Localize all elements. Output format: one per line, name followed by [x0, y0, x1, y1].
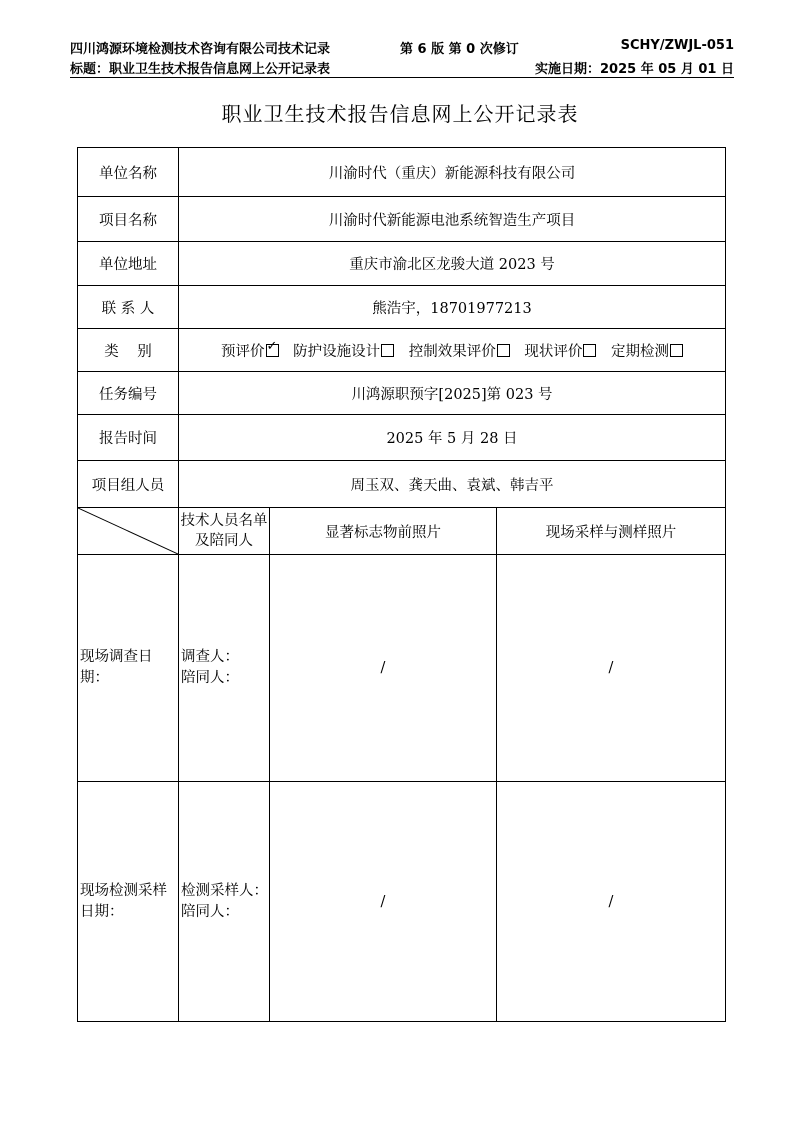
detection-landmark-photo: / [270, 782, 497, 1022]
task-no-label: 任务编号 [78, 372, 179, 415]
col-staff-header: 技术人员名单及陪同人 [179, 508, 270, 555]
photo-table-header [78, 508, 726, 555]
project-name-value: 川渝时代新能源电池系统智造生产项目 [179, 197, 726, 242]
detection-staff-label: 检测采样人： [181, 882, 268, 899]
row-survey [78, 555, 726, 782]
survey-landmark-photo: / [270, 555, 497, 782]
doc-code: SCHY/ZWJL-051 [620, 38, 734, 53]
diagonal-header-cell [78, 508, 179, 555]
row-detection [78, 782, 726, 1022]
category-option-pre-evaluation[interactable]: 预评价✓ [221, 344, 279, 360]
checkbox-empty-icon[interactable] [670, 344, 683, 357]
record-table [77, 147, 726, 1022]
effective-date: 实施日期：2025 年 05 月 01 日 [535, 62, 734, 77]
checkbox-checked-icon[interactable] [266, 344, 279, 357]
detection-sampling-photo: / [497, 782, 726, 1022]
survey-sampling-photo: / [497, 555, 726, 782]
category-options [179, 329, 726, 372]
detection-staff-cell [179, 782, 270, 1022]
row-address [78, 242, 726, 286]
col-landmark-header: 显著标志物前照片 [270, 508, 497, 555]
report-time-value: 2025 年 5 月 28 日 [179, 415, 726, 461]
team-value: 周玉双、龚天曲、袁斌、韩吉平 [179, 461, 726, 508]
task-no-value: 川鸿源职预字[2025]第 023 号 [179, 372, 726, 415]
category-option-status-evaluation[interactable]: 现状评价 [524, 344, 596, 360]
survey-date-label: 现场调查日期： [78, 555, 179, 782]
version-label: 第 6 版 第 0 次修订 [400, 42, 519, 57]
row-team [78, 461, 726, 508]
detection-date-label: 现场检测采样日期： [78, 782, 179, 1022]
category-option-control-effect[interactable]: 控制效果评价 [409, 344, 510, 360]
project-name-label: 项目名称 [78, 197, 179, 242]
row-category [78, 329, 726, 372]
category-option-protection-design[interactable]: 防护设施设计 [293, 344, 394, 360]
header-rule [70, 77, 734, 78]
row-contact [78, 286, 726, 329]
address-value: 重庆市渝北区龙骏大道 2023 号 [179, 242, 726, 286]
row-project-name [78, 197, 726, 242]
survey-staff-cell [179, 555, 270, 782]
category-option-periodic-detection[interactable]: 定期检测 [611, 344, 683, 360]
contact-label: 联 系 人 [78, 286, 179, 329]
survey-staff-label: 调查人： [181, 649, 239, 665]
team-label: 项目组人员 [78, 461, 179, 508]
row-unit-name [78, 148, 726, 197]
checkbox-empty-icon[interactable] [583, 344, 596, 357]
unit-name-value: 川渝时代（重庆）新能源科技有限公司 [179, 148, 726, 197]
survey-escort-label: 陪同人： [181, 670, 239, 686]
diagonal-line [78, 508, 178, 554]
checkbox-empty-icon[interactable] [497, 344, 510, 357]
category-label: 类 别 [78, 329, 179, 372]
company-record-title: 四川鸿源环境检测技术咨询有限公司技术记录 [70, 42, 331, 57]
address-label: 单位地址 [78, 242, 179, 286]
contact-value: 熊浩宇，18701977213 [179, 286, 726, 329]
row-report-time [78, 415, 726, 461]
row-task-no [78, 372, 726, 415]
report-time-label: 报告时间 [78, 415, 179, 461]
col-sampling-header: 现场采样与测样照片 [497, 508, 726, 555]
subject-line: 标题：职业卫生技术报告信息网上公开记录表 [70, 62, 331, 77]
checkbox-empty-icon[interactable] [381, 344, 394, 357]
unit-name-label: 单位名称 [78, 148, 179, 197]
detection-escort-label: 陪同人： [181, 903, 239, 920]
page-title: 职业卫生技术报告信息网上公开记录表 [221, 102, 579, 126]
